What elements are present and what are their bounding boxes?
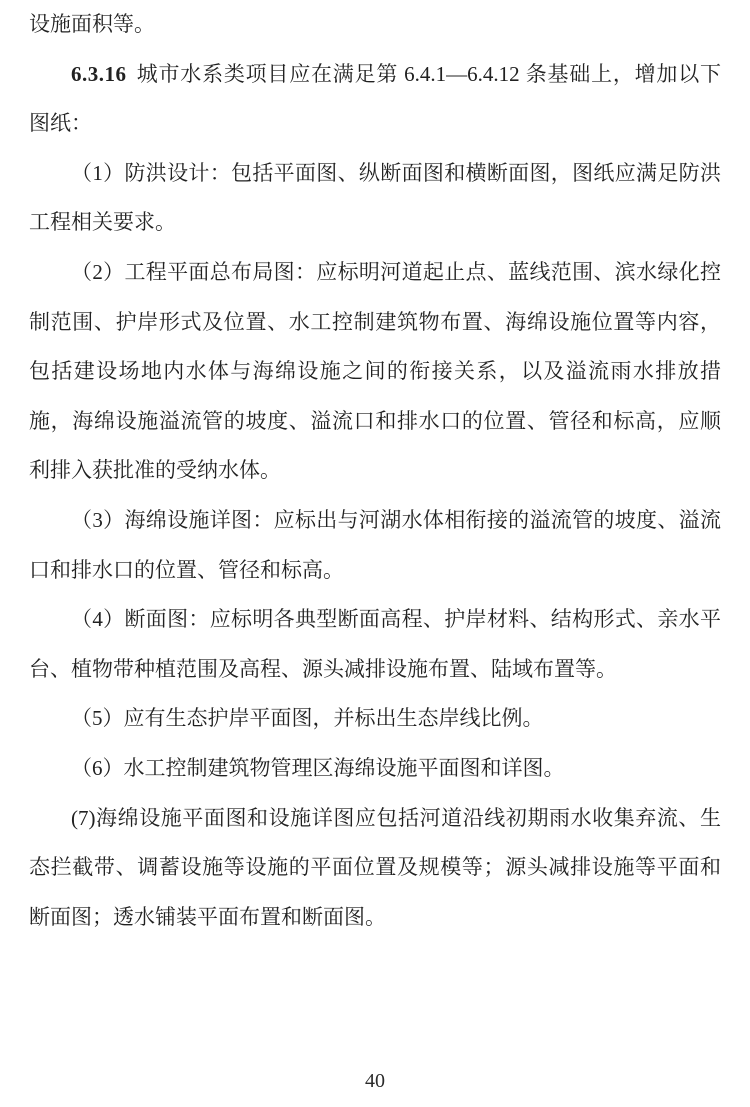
- list-item-3: （3）海绵设施详图：应标出与河湖水体相衔接的溢流管的坡度、溢流口和排水口的位置、管径和标高。: [29, 507, 721, 582]
- list-item-1: （1）防洪设计：包括平面图、纵断面图和横断面图，图纸应满足防洪工程相关要求。: [29, 160, 721, 235]
- paragraph-continuation: 设施面积等。: [29, 12, 155, 36]
- clause-number: 6.3.16: [71, 61, 127, 86]
- page-body-text: [29, 0, 721, 942]
- list-item-4: （4）断面图：应标明各典型断面高程、护岸材料、结构形式、亲水平台、植物带种植范围及高程、源头减排设施布置、陆域布置等。: [29, 607, 721, 681]
- list-item-2: （2）工程平面总布局图：应标明河道起止点、蓝线范围、滨水绿化控制范围、护岸形式及位置、水工控制建筑物布置、海绵设施位置等内容，包括建设场地内水体与海绵设施之间的衔接关系，以及溢流雨水排放措施，海绵设施溢流管的坡度、溢流口和排水口的位置、管径和标高，应顺利排入获批准的受纳水体。: [29, 259, 721, 483]
- clause-6-3-16: [29, 50, 721, 149]
- clause-text: 城市水系类项目应在满足第 6.4.1—6.4.12 条基础上，增加以下图纸：: [29, 61, 721, 136]
- list-item-6: （6）水工控制建筑物管理区海绵设施平面图和详图。: [71, 755, 565, 780]
- page-number: 40: [365, 1070, 385, 1092]
- list-item-7: (7)海绵设施平面图和设施详图应包括河道沿线初期雨水收集弃流、生态拦截带、调蓄设施等设施的平面位置及规模等；源头减排设施等平面和断面图；透水铺装平面布置和断面图。: [29, 805, 721, 929]
- list-item-5: （5）应有生态护岸平面图，并标出生态岸线比例。: [71, 706, 544, 731]
